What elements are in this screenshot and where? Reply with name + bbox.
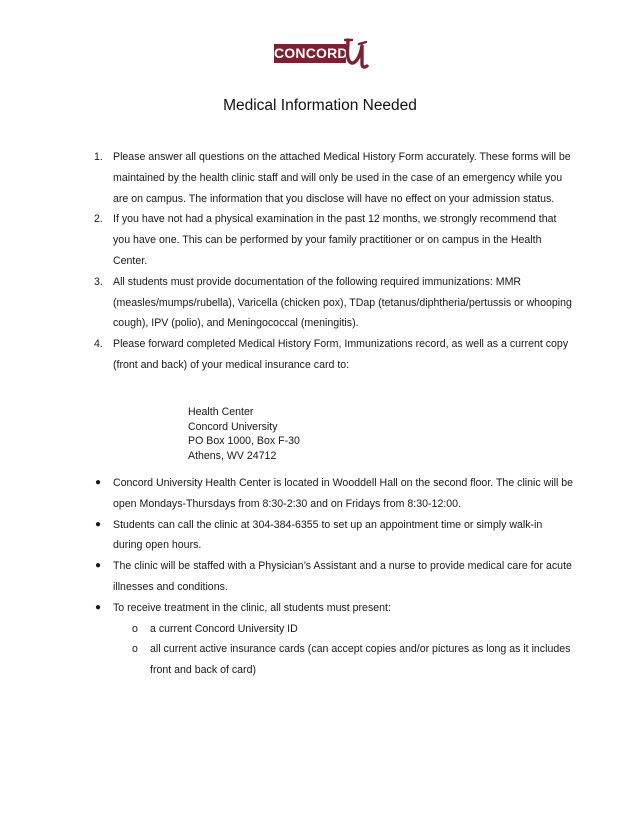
bullet-text: Concord University Health Center is located in Wooddell Hall on the second floor. The clinic will be open Mondays-Thursdays from 8:30-2:30 and on Fridays from 8:30-12:00.	[113, 477, 574, 510]
address-line: Athens, WV 24712	[188, 449, 277, 462]
bullet-text: The clinic will be staffed with a Physician’s Assistant and a nurse to provide medical care for acute illnesses and conditions.	[113, 560, 572, 593]
bullet-dot-icon: ●	[95, 518, 102, 530]
sub-bullet-item	[94, 619, 574, 640]
sub-bullet-item	[94, 639, 574, 681]
item-text: If you have not had a physical examination in the past 12 months, we strongly recommend that you have one. This can be performed by your family practitioner or on campus in the Health Center.	[113, 213, 557, 267]
item-text: Please answer all questions on the attached Medical History Form accurately. These forms will be maintained by the health clinic staff and will only be used in the case of an emergency while you are on campus. The information that you disclose will have no effect on your admission status.	[113, 151, 571, 205]
item-text: All students must provide documentation of the following required immunizations: MMR (measles/mumps/rubella), Varicella (chicken pox), TDap (tetanus/diphtheria/pertussis or whooping cough), IPV (polio), and Meningococcal (meningitis).	[113, 275, 572, 330]
concord-university-logo	[274, 38, 370, 72]
mailing-address	[188, 405, 300, 463]
item-text: Please forward completed Medical History Form, Immunizations record, as well as a current copy (front and back) of your medical insurance card to:	[113, 338, 569, 371]
bullet-list	[94, 473, 574, 681]
sub-bullet-marker: o	[132, 643, 138, 656]
numbered-item-3	[94, 272, 574, 334]
numbered-item-2	[94, 209, 574, 271]
item-number: 1.	[94, 151, 103, 163]
address-line: Concord University	[188, 420, 278, 433]
bullet-text: To receive treatment in the clinic, all students must present:	[113, 601, 391, 614]
logo-wordmark: CONCORD	[274, 45, 348, 61]
address-line: Health Center	[188, 406, 254, 418]
bullet-item	[94, 515, 574, 557]
item-number: 3.	[94, 275, 103, 288]
bullet-item	[94, 473, 574, 515]
numbered-list	[94, 147, 574, 376]
address-line: PO Box 1000, Box F-30	[188, 435, 300, 448]
bullet-item	[94, 598, 574, 619]
sub-bullet-text: a current Concord University ID	[150, 622, 298, 635]
bullet-dot-icon: ●	[95, 601, 102, 613]
bullet-dot-icon: ●	[95, 560, 102, 572]
sub-bullet-marker: o	[132, 622, 138, 635]
logo-u-mark	[344, 36, 370, 70]
numbered-item-1	[94, 147, 574, 209]
bullet-dot-icon: ●	[95, 477, 102, 488]
bullet-text: Students can call the clinic at 304-384-6355 to set up an appointment time or simply walk-in during open hours.	[113, 518, 543, 552]
item-number: 4.	[94, 338, 103, 351]
sub-bullet-text: all current active insurance cards (can accept copies and/or pictures as long as it includes front and back of card)	[150, 643, 571, 677]
numbered-item-4	[94, 334, 574, 376]
item-number: 2.	[94, 213, 103, 226]
bullet-item	[94, 556, 574, 598]
page-title: Medical Information Needed	[223, 97, 417, 114]
